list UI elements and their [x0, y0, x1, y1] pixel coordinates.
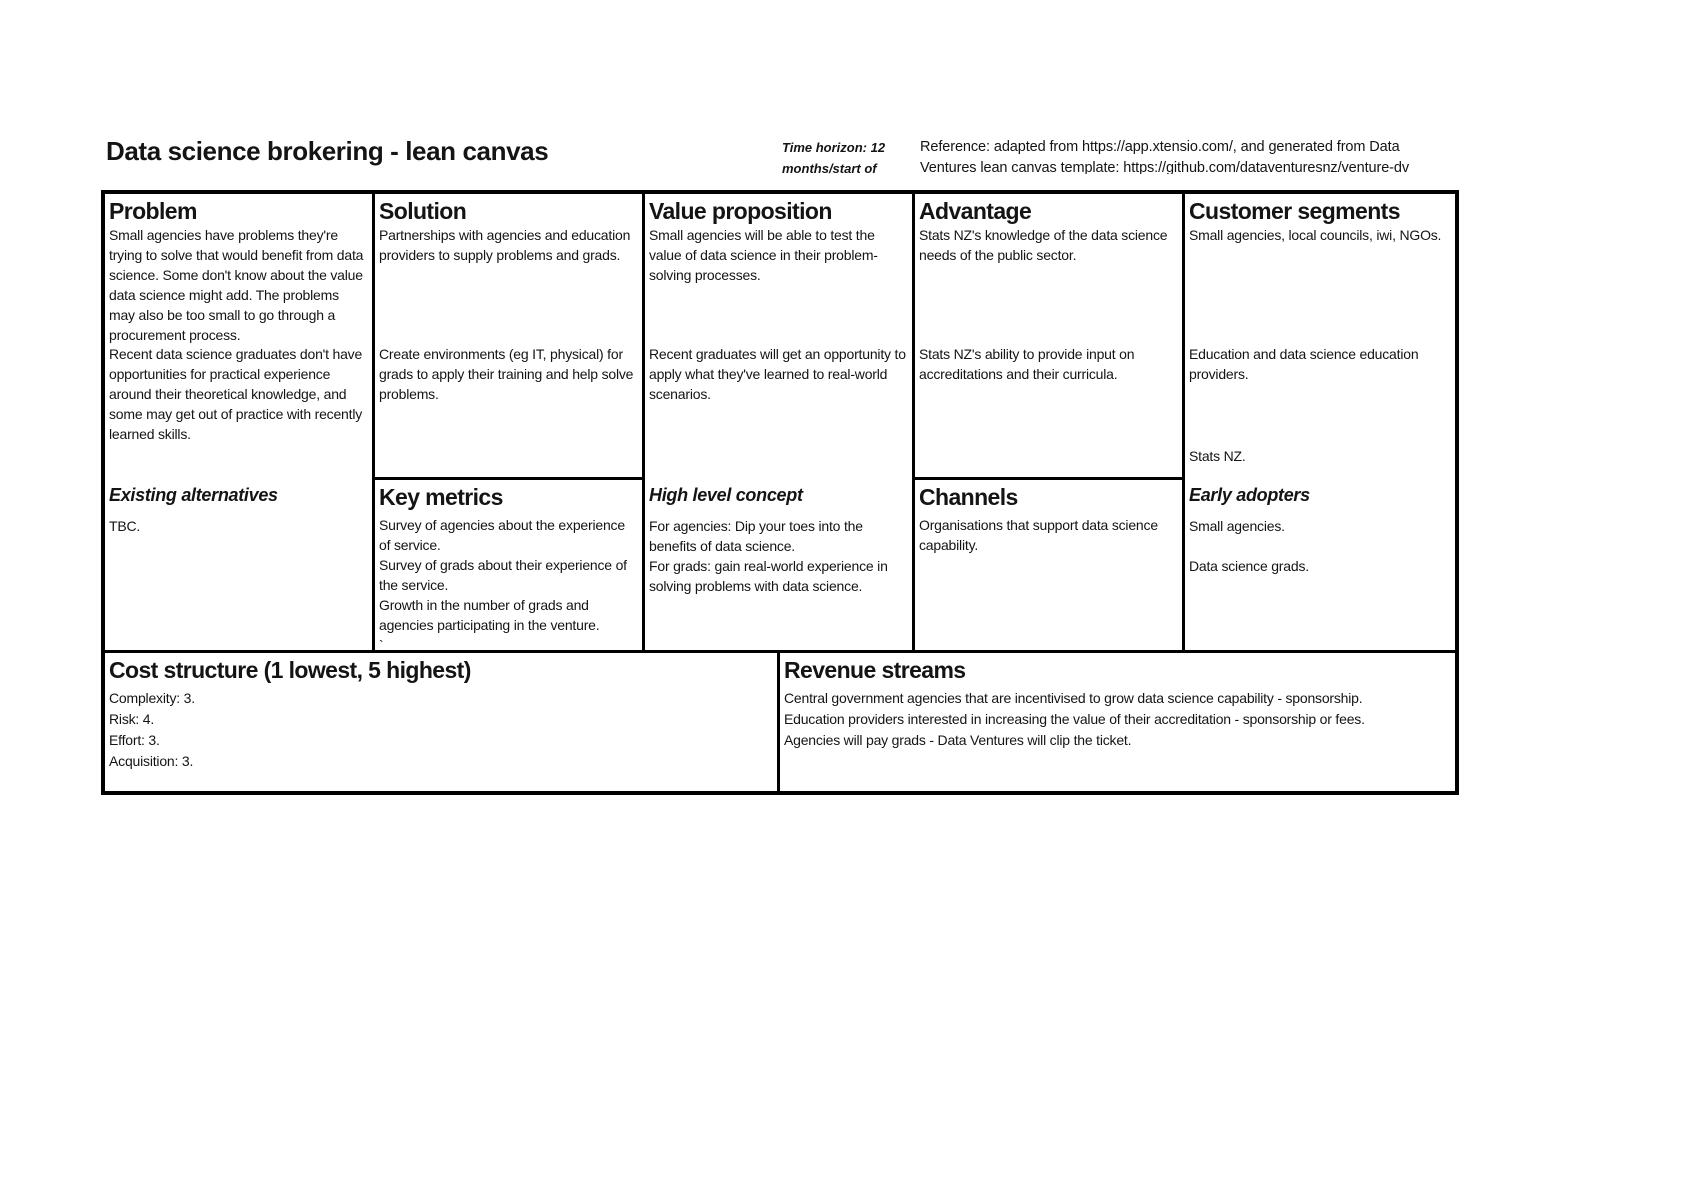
problem-title: Problem	[109, 198, 197, 224]
lean-canvas-grid	[101, 190, 1459, 795]
solution-cell	[375, 194, 645, 480]
existing-alternatives-title: Existing alternatives	[109, 485, 278, 505]
page-title: Data science brokering - lean canvas	[106, 136, 549, 166]
customer-segments-title: Customer segments	[1189, 198, 1400, 224]
cost-structure-cell	[105, 653, 780, 791]
key-metrics-line: Survey of grads about their experience of the service.	[379, 557, 627, 593]
customer-segments-paragraph-1: Small agencies, local councils, iwi, NGOs.	[1189, 227, 1442, 243]
time-horizon-note: Time horizon: 12 months/start of	[782, 140, 886, 176]
value-proposition-cell	[645, 194, 915, 650]
revenue-streams-cell	[780, 653, 1455, 791]
channels-cell	[915, 480, 1185, 650]
advantage-title: Advantage	[919, 198, 1032, 224]
value-proposition-paragraph-1: Small agencies will be able to test the value of data science in their problem-solving processes.	[649, 227, 878, 283]
value-proposition-paragraph-2: Recent graduates will get an opportunity to apply what they've learned to real-world scenarios.	[649, 346, 906, 402]
problem-paragraph-1: Small agencies have problems they're trying to solve that would benefit from data science. Some don't know about the value data science might add. The problems may also be too small to go through a procurement process.	[109, 227, 364, 343]
cost-structure-line: Risk: 4.	[109, 711, 155, 727]
bottom-row	[105, 650, 1455, 791]
channels-body: Organisations that support data science capability.	[919, 517, 1158, 553]
early-adopters-body	[1189, 516, 1451, 576]
cost-structure-body	[109, 688, 773, 772]
cost-structure-line: Effort: 3.	[109, 732, 160, 748]
reference-note: Reference: adapted from https://app.xtensio.com/, and generated from Data Ventures lean canvas template: https://github.com/dataventuresnz/venture-dv	[920, 139, 1410, 174]
revenue-streams-title: Revenue streams	[784, 657, 966, 683]
high-level-concept-body	[649, 516, 908, 596]
key-metrics-line: Survey of agencies about the experience of service.	[379, 517, 625, 553]
advantage-paragraph-1: Stats NZ's knowledge of the data science needs of the public sector.	[919, 227, 1168, 263]
existing-alternatives-body: TBC.	[109, 518, 141, 534]
customer-segments-paragraph-3: Stats NZ.	[1189, 448, 1246, 464]
key-metrics-line: Growth in the number of grads and agencies participating in the venture.	[379, 597, 600, 633]
channels-title: Channels	[919, 484, 1018, 510]
key-metrics-line: `	[379, 637, 384, 650]
problem-paragraph-2: Recent data science graduates don't have opportunities for practical experience around their theoretical knowledge, and some may get out of practice with recently learned skills.	[109, 346, 363, 442]
key-metrics-cell	[375, 480, 645, 650]
high-level-concept-line: For grads: gain real-world experience in solving problems with data science.	[649, 558, 888, 594]
customer-segments-paragraph-2: Education and data science education providers.	[1189, 346, 1419, 382]
revenue-streams-body	[784, 688, 1451, 751]
customer-segments-cell	[1185, 194, 1455, 650]
early-adopters-line: Data science grads.	[1189, 558, 1309, 574]
revenue-streams-line: Education providers interested in increasing the value of their accreditation - sponsorship or fees.	[784, 711, 1365, 727]
solution-paragraph-1: Partnerships with agencies and education providers to supply problems and grads.	[379, 227, 631, 263]
solution-paragraph-2: Create environments (eg IT, physical) for grads to apply their training and help solve problems.	[379, 346, 634, 402]
cost-structure-line: Complexity: 3.	[109, 690, 195, 706]
key-metrics-body	[379, 515, 638, 650]
early-adopters-title: Early adopters	[1189, 485, 1310, 505]
key-metrics-title: Key metrics	[379, 484, 503, 510]
advantage-paragraph-2: Stats NZ's ability to provide input on accreditations and their curricula.	[919, 346, 1135, 382]
advantage-cell	[915, 194, 1185, 480]
solution-title: Solution	[379, 198, 467, 224]
high-level-concept-line: For agencies: Dip your toes into the benefits of data science.	[649, 518, 863, 554]
high-level-concept-title: High level concept	[649, 485, 803, 505]
cost-structure-line: Acquisition: 3.	[109, 753, 194, 769]
problem-cell	[105, 194, 375, 650]
cost-structure-title: Cost structure (1 lowest, 5 highest)	[109, 657, 471, 683]
revenue-streams-line: Agencies will pay grads - Data Ventures will clip the ticket.	[784, 732, 1132, 748]
revenue-streams-line: Central government agencies that are incentivised to grow data science capability - sponsorship.	[784, 690, 1363, 706]
value-proposition-title: Value proposition	[649, 198, 832, 224]
early-adopters-line: Small agencies.	[1189, 518, 1285, 534]
